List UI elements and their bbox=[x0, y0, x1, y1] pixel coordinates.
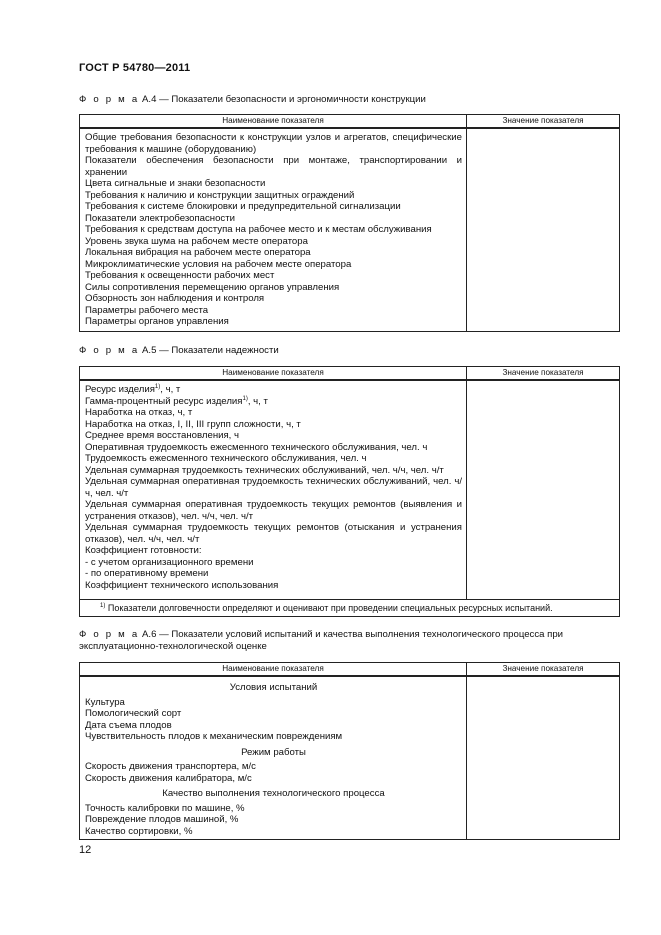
form-a4-items bbox=[80, 128, 467, 332]
list-item: Уровень звука шума на рабочем месте оператора bbox=[85, 235, 308, 247]
col-name-header: Наименование показателя bbox=[80, 367, 467, 381]
list-item: Требования к средствам доступа на рабочее место и к местам обслуживания bbox=[85, 224, 432, 235]
list-item: Удельная суммарная оперативная трудоемкость технических обслуживаний, чел. ч/ч, чел. ч/т bbox=[85, 476, 462, 499]
list-item: - с учетом организационного времени bbox=[85, 556, 254, 568]
form-a6-items bbox=[80, 676, 467, 840]
form-a4-caption bbox=[79, 94, 619, 106]
list-item: Гамма-процентный ресурс изделия$^{1)}$, ч, т bbox=[85, 395, 268, 407]
list-item: Повреждение плодов машиной, % bbox=[85, 814, 239, 825]
list-item: Микроклиматические условия на рабочем месте оператора bbox=[85, 258, 352, 270]
list-item: Удельная суммарная оперативная трудоемкость текущих ремонтов (выявления и устранения отказов), чел. ч/ч, чел. ч/т bbox=[85, 499, 462, 522]
form-a5-footnote bbox=[80, 600, 620, 617]
list-item: Коэффициент готовности: bbox=[85, 545, 202, 556]
form-a5-caption bbox=[79, 345, 619, 357]
form-a6-label: Ф о р м а bbox=[79, 629, 140, 640]
list-item: Трудоемкость ежесменного технического обслуживания, чел. ч bbox=[85, 453, 367, 464]
form-a6-caption bbox=[79, 629, 619, 653]
form-a5-table bbox=[79, 366, 620, 617]
col-value-header: Значение показателя bbox=[467, 367, 620, 381]
list-item: Культура bbox=[85, 696, 125, 708]
list-item: Среднее время восстановления, ч bbox=[85, 430, 240, 441]
list-item: Коэффициент технического использования bbox=[85, 579, 279, 591]
list-item: Требования к системе блокировки и предупредительной сигнализации bbox=[85, 201, 401, 212]
form-a5-label: Ф о р м а bbox=[79, 345, 140, 356]
list-item: Наработка на отказ, ч, т bbox=[85, 407, 193, 418]
list-item: Локальная вибрация на рабочем месте оператора bbox=[85, 247, 311, 258]
form-a5-title: А.5 — Показатели надежности bbox=[142, 345, 279, 356]
value-cell bbox=[467, 380, 620, 600]
list-item: Чувствительность плодов к механическим повреждениям bbox=[85, 731, 343, 742]
list-item: - по оперативному времени bbox=[85, 568, 209, 579]
list-item: Общие требования безопасности к конструкции узлов и агрегатов, специфические требования к машине (оборудованию) bbox=[85, 132, 462, 155]
list-item: Удельная суммарная трудоемкость текущих ремонтов (отыскания и устранения отказов), чел. ч/ч, чел. ч/т bbox=[85, 522, 462, 545]
form-a4-label: Ф о р м а bbox=[79, 94, 140, 105]
footnote-text: Показатели долговечности определяют и оценивают при проведении специальных ресурсных испытаний. bbox=[107, 603, 553, 613]
form-a5-items bbox=[80, 380, 467, 600]
list-item: Наработка на отказ, I, II, III групп сложности, ч, т bbox=[85, 418, 301, 430]
col-value-header: Значение показателя bbox=[467, 663, 620, 677]
list-item: Обзорность зон наблюдения и контроля bbox=[85, 293, 265, 304]
list-item: Скорость движения транспортера, м/с bbox=[85, 761, 256, 772]
col-name-header: Наименование показателя bbox=[80, 115, 467, 129]
section-heading: Качество выполнения технологического процесса bbox=[162, 788, 385, 799]
list-item: Дата съема плодов bbox=[85, 719, 172, 731]
col-value-header: Значение показателя bbox=[467, 115, 620, 129]
list-item: Показатели обеспечения безопасности при монтаже, транспортировании и хранении bbox=[85, 155, 462, 178]
list-item: Параметры рабочего места bbox=[85, 304, 209, 316]
form-a4-table bbox=[79, 114, 620, 332]
list-item: Удельная суммарная трудоемкость технических обслуживаний, чел. ч/ч, чел. ч/т bbox=[85, 464, 444, 476]
list-item: Скорость движения калибратора, м/с bbox=[85, 772, 252, 784]
form-a4-title: А.4 — Показатели безопасности и эргономичности конструкции bbox=[142, 94, 426, 105]
list-item: Ресурс изделия$^{1)}$, ч, т bbox=[85, 384, 181, 395]
section-heading: Режим работы bbox=[241, 746, 306, 758]
list-item: Оперативная трудоемкость ежесменного технического обслуживания, чел. ч bbox=[85, 441, 428, 453]
list-item: Цвета сигнальные и знаки безопасности bbox=[85, 178, 266, 189]
list-item: Точность калибровки по машине, % bbox=[85, 802, 245, 814]
footnote-mark: 1) bbox=[100, 603, 106, 609]
list-item: Требования к освещенности рабочих мест bbox=[85, 270, 275, 281]
list-item: Помологический сорт bbox=[85, 708, 182, 719]
list-item: Силы сопротивления перемещению органов управления bbox=[85, 281, 340, 293]
page-number: 12 bbox=[79, 844, 92, 856]
form-a6-table bbox=[79, 662, 620, 840]
col-name-header: Наименование показателя bbox=[80, 663, 467, 677]
value-cell bbox=[467, 676, 620, 840]
list-item: Параметры органов управления bbox=[85, 316, 229, 327]
list-item: Показатели электробезопасности bbox=[85, 212, 235, 224]
list-item: Качество сортировки, % bbox=[85, 825, 193, 837]
document-header: ГОСТ Р 54780—2011 bbox=[79, 62, 191, 74]
list-item: Требования к наличию и конструкции защитных ограждений bbox=[85, 189, 355, 201]
value-cell bbox=[467, 128, 620, 332]
section-heading: Условия испытаний bbox=[229, 682, 318, 693]
form-a6-title: А.6 — Показатели условий испытаний и качества выполнения технологического процесса при эксплуатационно-технологической оценке bbox=[79, 629, 564, 652]
